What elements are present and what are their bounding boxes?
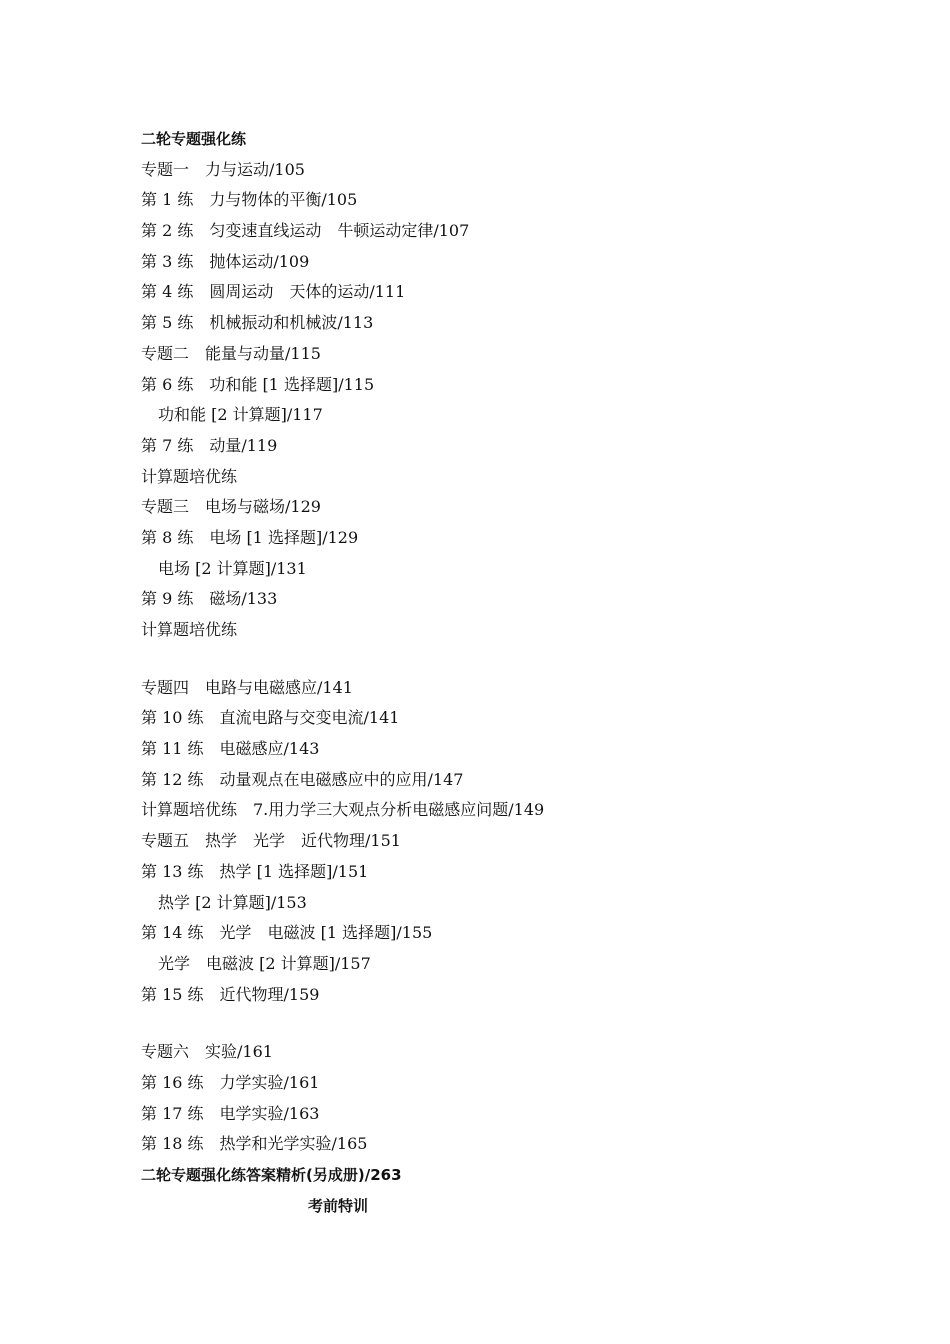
toc-entry: 二轮专题强化练 [141,130,247,148]
toc-entry: 光学 电磁波 [2 计算题]/157 [158,953,371,973]
toc-spacer [141,646,841,673]
toc-entry: 专题二 能量与动量/115 [141,343,321,363]
toc-entry: 第 4 练 圆周运动 天体的运动/111 [141,282,406,302]
toc-entry: 热学 [2 计算题]/153 [158,892,307,912]
toc-entry: 第 3 练 抛体运动/109 [141,251,310,271]
toc-entry: 第 9 练 磁场/133 [141,589,278,609]
toc-entry: 第 16 练 力学实验/161 [141,1072,320,1092]
toc-entry: 第 11 练 电磁感应/143 [141,739,320,759]
table-of-contents [141,124,841,1221]
toc-entry: 第 7 练 动量/119 [141,435,278,455]
toc-entry: 第 13 练 热学 [1 选择题]/151 [141,861,369,881]
toc-entry: 第 1 练 力与物体的平衡/105 [141,190,358,210]
toc-entry: 计算题培优练 [141,466,238,486]
toc-entry: 第 12 练 动量观点在电磁感应中的应用/147 [141,769,464,789]
toc-spacer [141,1010,841,1037]
toc-entry: 第 17 练 电学实验/163 [141,1103,320,1123]
toc-entry: 第 15 练 近代物理/159 [141,984,320,1004]
toc-entry: 第 18 练 热学和光学实验/165 [141,1134,368,1154]
toc-entry: 功和能 [2 计算题]/117 [158,405,323,425]
toc-entry: 第 5 练 机械振动和机械波/113 [141,313,374,333]
toc-entry: 计算题培优练 7.用力学三大观点分析电磁感应问题/149 [141,800,545,820]
toc-entry: 专题四 电路与电磁感应/141 [141,677,353,697]
toc-entry: 专题三 电场与磁场/129 [141,497,321,517]
toc-entry: 专题五 热学 光学 近代物理/151 [141,831,401,851]
toc-entry: 电场 [2 计算题]/131 [158,558,307,578]
toc-entry: 第 8 练 电场 [1 选择题]/129 [141,527,359,547]
toc-entry: 二轮专题强化练答案精析(另成册)/263 [141,1166,402,1184]
toc-entry: 第 6 练 功和能 [1 选择题]/115 [141,374,375,394]
toc-entry: 第 10 练 直流电路与交变电流/141 [141,708,400,728]
toc-entry: 专题一 力与运动/105 [141,159,305,179]
toc-entry: 计算题培优练 [141,620,238,639]
toc-entry: 考前特训 [308,1196,369,1215]
toc-entry: 专题六 实验/161 [141,1042,273,1062]
toc-entry: 第 14 练 光学 电磁波 [1 选择题]/155 [141,923,433,943]
toc-entry: 第 2 练 匀变速直线运动 牛顿运动定律/107 [141,221,470,241]
